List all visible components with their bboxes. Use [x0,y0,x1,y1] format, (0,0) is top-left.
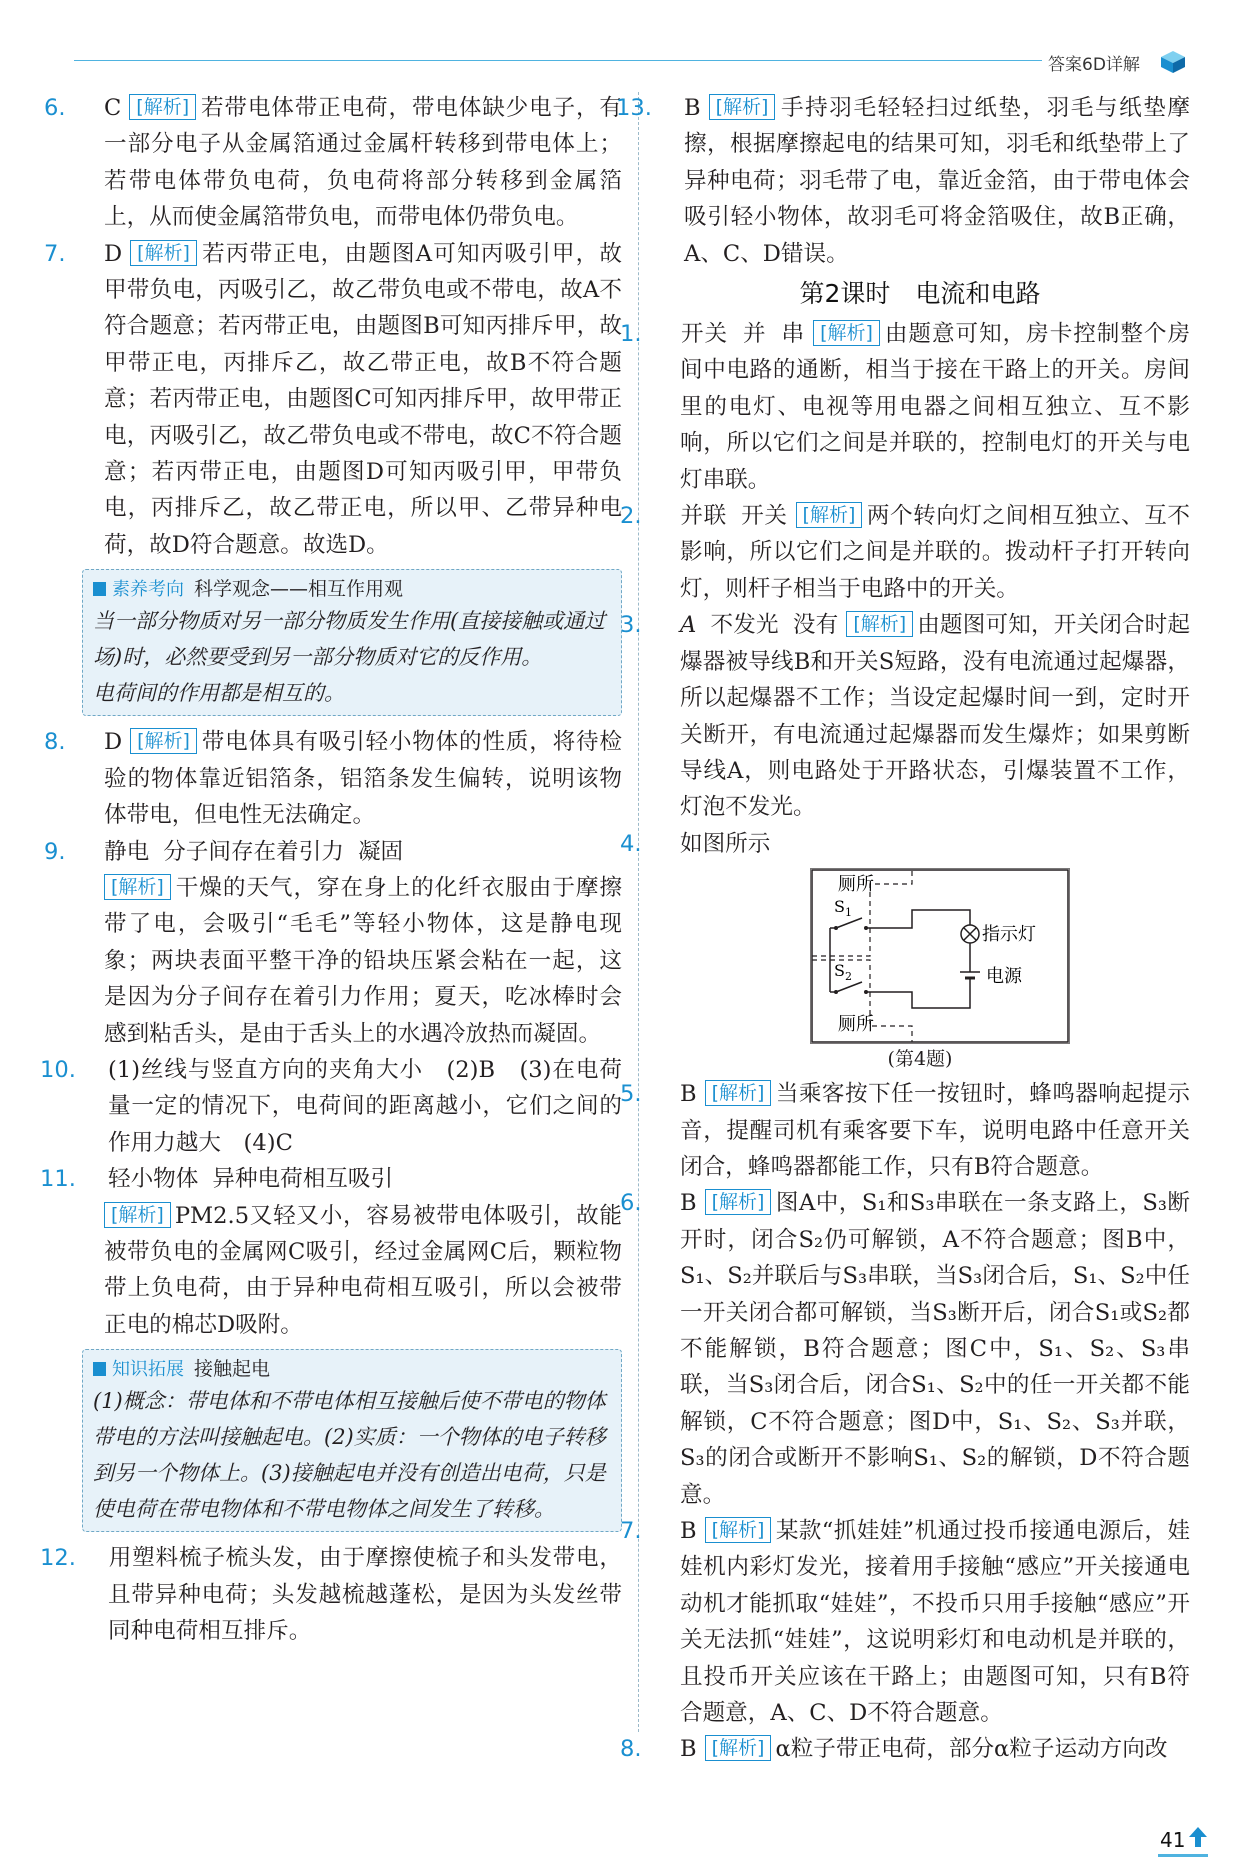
callout-title: 素养考向 科学观念——相互作用观 [93,576,611,603]
item-answer-3: 没有 [792,612,839,639]
answer-item-9 [44,834,622,870]
box-bullet-icon [93,582,106,596]
answer-item-r4 [620,826,1190,862]
callout-text: (1)概念：带电体和不带电体相互接触后使不带电的物体带电的方法叫接触起电。(2)实质：一个物体的电子转移到另一个物体上。(3)接触起电并没有创造出电荷，只是使电荷在带电物体和不带电物体之间发生了转移。 [93,1389,606,1522]
item-number: 9. [44,838,66,865]
circuit-figure [650,862,1190,1076]
literacy-callout-box [82,569,622,716]
answer-item-8 [44,724,622,833]
item-explanation: 如图所示 [680,830,771,857]
switch-symbol-icon [834,982,868,994]
switch-s1-label: $S_1$ [834,897,852,920]
analysis-tag: [解析] [705,1517,772,1543]
item-answer: D [104,240,123,267]
item-answer: C [104,95,122,121]
item-number: 11. [40,1166,76,1193]
answer-item-r5 [620,1076,1190,1185]
item-explanation: 用塑料梳子梳头发，由于摩擦使梳子和头发带电，且带异种电荷；头发越梳越蓬松，是因为头发丝带同种电荷相互排斥。 [108,1545,622,1644]
item-explanation: 当乘客按下任一按钮时，蜂鸣器响起提示音，提醒司机有乘客要下车，说明电路中任意开关闭合，蜂鸣器都能工作，只有B符合题意。 [680,1081,1190,1180]
analysis-tag: [解析] [796,502,863,528]
item-answer-1: A [680,612,697,639]
item-answer-1: 静电 [104,838,150,865]
page-number-rule [1158,1854,1208,1857]
analysis-tag: [解析] [705,1080,772,1106]
item-number: 7. [620,1518,642,1544]
figure-caption: (第4题) [887,1048,953,1071]
switch-symbol-icon [834,918,868,930]
item-answer: B [680,1081,697,1108]
item-explanation: 带电体具有吸引轻小物体的性质，将待检验的物体靠近铝箔条，铝箔条发生偏转，说明该物体带电，但电性无法确定。 [104,729,622,829]
lamp-symbol-icon [961,920,979,948]
analysis-tag: [解析] [129,94,196,120]
answer-item-r2 [620,498,1191,607]
item-explanation: 干燥的天气，穿在身上的化纤衣服由于摩擦带了电，会吸引“毛毛”等轻小物体，这是静电现象；两块表面平整干净的铅块压紧会粘在一起，这是因为分子间存在着引力作用；夏天，吃冰棒时会感到粘舌头，是由于舌头上的水遇冷放热而凝固。 [104,874,622,1047]
answer-item-10 [40,1052,622,1161]
answer-item-r1 [620,316,1191,498]
room-label-bottom: 厕所 [838,1014,874,1036]
item-number: 2. [620,503,642,530]
item-explanation: 两个转向灯之间相互独立、互不影响，所以它们之间是并联的。拨动杆子打开转向灯，则杆子相当于电路中的开关。 [680,503,1191,602]
left-column [40,90,622,1649]
item-answer-3: 串 [780,321,806,348]
item-number: 4. [620,830,642,857]
item-explanation: 图A中，S₁和S₃串联在一条支路上，S₃断开时，闭合S₂仍可解锁，A不符合题意；图B中，S₁、S₂并联后与S₃串联，当S₃闭合后，S₁、S₂中任一开关闭合都可解锁，当S₃断开后，闭合S₁或S₂都不能解锁，B符合题意；图C中，S₁、S₂、S₃串联，当S₃闭合后，闭合S₁、S₂中的任一开关都不能解锁，C不符合题意；图D中，S₁、S₂、S₃并联，S₃的闭合或断开不影响S₁、S₂的解锁，D不符合题意。 [680,1190,1190,1508]
section-title: 第2课时 电流和电路 [799,279,1041,309]
answer-item-11 [40,1161,622,1197]
room-label-top: 厕所 [838,874,874,896]
item-number: 6. [620,1190,642,1217]
item-number: 7. [44,240,66,267]
analysis-tag: [解析] [709,94,776,120]
item-answer-2: 不发光 [710,612,779,639]
switch-s2-label: $S_2$ [834,961,852,984]
callout-title: 知识拓展 接触起电 [93,1356,611,1383]
answer-item-r6 [620,1185,1190,1513]
answer-item-9-analysis [74,870,622,1052]
item-answer: B [680,1518,697,1544]
item-answer-2: 并 [742,321,767,348]
item-number: 12. [40,1545,76,1572]
item-number: 8. [620,1736,642,1763]
item-answer: B [680,1190,697,1217]
item-answer: B [680,1736,697,1763]
analysis-tag: [解析] [104,874,171,900]
item-explanation: 由题意可知，房卡控制整个房间中电路的通断，相当于接在干路上的开关。房间里的电灯、电视等用电器之间相互独立、互不影响，所以它们之间是并联的，控制电灯的开关与电灯串联。 [680,321,1191,493]
item-answer: B [684,95,701,121]
item-answer: D [104,729,123,756]
item-answer-1: 开关 [680,321,729,348]
item-answer-1: 并联 [680,503,727,530]
item-number: 8. [44,729,66,756]
analysis-tag: [解析] [130,240,197,266]
knowledge-callout-box [82,1349,622,1532]
answer-item-r8 [620,1731,1190,1767]
item-explanation: 若带电体带正电荷，带电体缺少电子，有一部分电子从金属箔通过金属杆转移到带电体上；若带电体带负电荷，负电荷将部分转移到金属箔上，从而使金属箔带负电，而带电体仍带负电。 [104,95,622,231]
item-explanation: 若丙带正电，由题图A可知丙吸引甲，故甲带负电，丙吸引乙，故乙带负电或不带电，故A不符合题意；若丙带正电，由题图B可知丙排斥甲，故甲带正电，丙排斥乙，故乙带正电，故B不符合题意；若丙带正电，由题图C可知丙排斥甲，故甲带正电，丙吸引乙，故乙带负电或不带电，故C不符合题意；若丙带正电，由题图D可知丙吸引甲，甲带负电，丙排斥乙，故乙带正电，所以甲、乙带异种电荷，故D符合题意。故选D。 [104,240,622,558]
answer-item-6 [44,90,622,236]
circuit-diagram [810,868,1070,1044]
item-explanation: 由题图可知，开关闭合时起爆器被导线B和开关S短路，没有电流通过起爆器，所以起爆器不工作；当设定起爆时间一到，定时开关断开，有电流通过起爆器而发生爆炸；如果剪断导线A，则电路处于开路状态，引爆装置不工作，灯泡不发光。 [680,612,1191,821]
item-explanation: 某款“抓娃娃”机通过投币接通电源后，娃娃机内彩灯发光，接着用手接触“感应”开关接通电动机才能抓取“娃娃”，不投币只用手接触“感应”开关无法抓“娃娃”，这说明彩灯和电动机是并联的，且投币开关应该在干路上；由题图可知，只有B符合题意，A、C、D不符合题意。 [680,1518,1190,1727]
page-arrow-icon [1188,1826,1208,1848]
answer-item-13 [616,90,1190,272]
header-label: 答案6D详解 [1048,55,1140,75]
box-bullet-icon [93,1362,106,1376]
page-number: 41 [1160,1828,1186,1852]
answer-item-r7 [620,1513,1190,1731]
item-answer-2: 开关 [740,503,788,530]
answer-item-11-analysis [74,1198,622,1344]
right-column [616,90,1191,1768]
item-explanation: 手持羽毛轻轻扫过纸垫，羽毛与纸垫摩擦，根据摩擦起电的结果可知，羽毛和纸垫带上了异种电荷；羽毛带了电，靠近金箔，由于带电体会吸引轻小物体，故羽毛可将金箔吸住，故B正确，A、C、D错误。 [684,95,1190,267]
analysis-tag: [解析] [130,728,197,754]
callout-subtitle: 科学观念——相互作用观 [194,578,404,601]
analysis-tag: [解析] [846,611,913,637]
item-number: 1. [620,321,642,348]
item-explanation: (1)丝线与竖直方向的夹角大小 (2)B (3)在电荷量一定的情况下，电荷间的距离越小，它们之间的作用力越大 (4)C [108,1056,622,1156]
item-answer-2: 分子间存在着引力 [163,838,344,865]
answer-item-7 [44,236,622,564]
item-number: 10. [40,1056,76,1083]
lamp-label: 指示灯 [982,924,1036,946]
answer-item-r3 [620,607,1191,825]
callout-text: 当一部分物质对另一部分物质发生作用(直接接触或通过场)时，必然要受到另一部分物质对它的反作用。 [93,609,606,670]
item-explanation: PM2.5又轻又小，容易被带电体吸引，故能被带负电的金属网C吸引，经过金属网C后，颗粒物带上负电荷，由于异种电荷相互吸引，所以会被带正电的棉芯D吸附。 [104,1202,622,1338]
item-answer-2: 异种电荷相互吸引 [212,1166,394,1193]
source-label: 电源 [986,966,1022,988]
callout-text-2: 电荷间的作用都是相互的。 [93,681,345,706]
item-answer-3: 凝固 [357,838,404,865]
header-rule [74,60,1042,61]
cube-logo-icon [1160,50,1186,74]
item-number: 3. [620,612,642,639]
answer-item-12 [40,1540,622,1649]
item-number: 6. [44,95,66,121]
analysis-tag: [解析] [813,320,880,346]
battery-symbol-icon [960,964,980,986]
analysis-tag: [解析] [705,1735,772,1761]
item-explanation: α粒子带正电荷，部分α粒子运动方向改 [775,1736,1168,1763]
item-answer-1: 轻小物体 [108,1166,199,1193]
item-number: 5. [620,1081,642,1108]
item-number: 13. [616,95,652,121]
callout-subtitle: 接触起电 [194,1358,271,1381]
analysis-tag: [解析] [104,1202,171,1228]
analysis-tag: [解析] [705,1189,772,1215]
